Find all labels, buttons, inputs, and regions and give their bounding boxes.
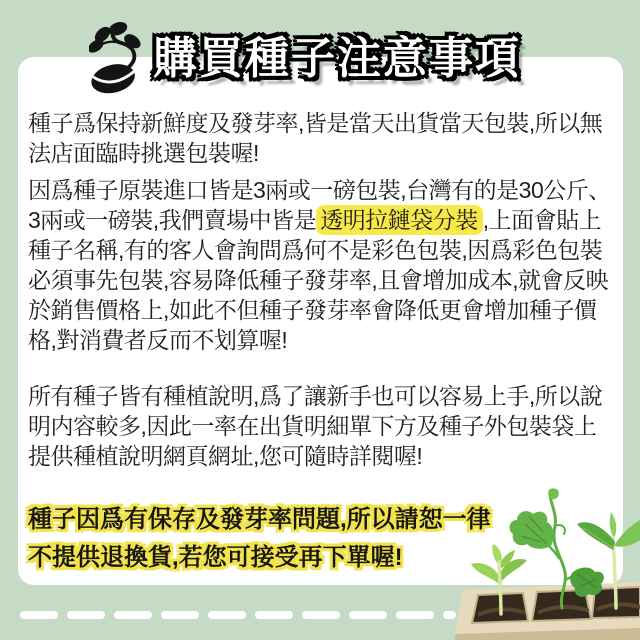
sprouting-seed-glyph bbox=[89, 22, 143, 97]
seed-sprout-icon bbox=[89, 22, 143, 97]
warning-line: 種子因爲有保存及發芽率問題,所以請恕一律 bbox=[28, 506, 491, 533]
warning-line: 不提供退換貨,若您可接受再下單喔! bbox=[28, 544, 403, 571]
text-segment: 所有種子皆有種植說明,爲了讓新手也可以容易上手,所以說明内容較多,因此一率在出貨明細單下方及種子外包裝袋上提供種植說明網頁網址,您可隨時詳閱喔! bbox=[28, 383, 603, 469]
body-paragraph bbox=[28, 175, 616, 355]
body-paragraph bbox=[28, 381, 616, 471]
dashed-line-decoration bbox=[0, 609, 460, 621]
text-segment: ,上面會貼上種子名稱,有的客人會詢問爲何不是彩色包裝,因爲彩色包裝必須事先包裝,容易降低種子發芽率,且會增加成本,就會反映於銷售價格上,如此不但種子發芽率會降低更會增加種子價格,對消費者反而不划算喔! bbox=[28, 207, 609, 353]
highlighted-text: 透明拉鏈袋分裝 bbox=[316, 205, 483, 235]
seedling-tray-illustration bbox=[455, 488, 640, 640]
text-segment: 因爲種子原裝進口皆是3兩或一磅包裝,台灣有的是30公斤、3兩或一磅裝,我們賣場中皆是 bbox=[28, 177, 611, 233]
page-title-row bbox=[0, 20, 640, 97]
page-title: 購買種子注意事項 bbox=[153, 34, 521, 83]
seed-tray bbox=[455, 582, 640, 640]
text-segment: 種子爲保持新鮮度及發芽率,皆是當天出貨當天包裝,所以無法店面臨時挑選包裝喔! bbox=[28, 110, 603, 166]
body-paragraphs bbox=[28, 108, 616, 471]
body-paragraph bbox=[28, 108, 616, 168]
